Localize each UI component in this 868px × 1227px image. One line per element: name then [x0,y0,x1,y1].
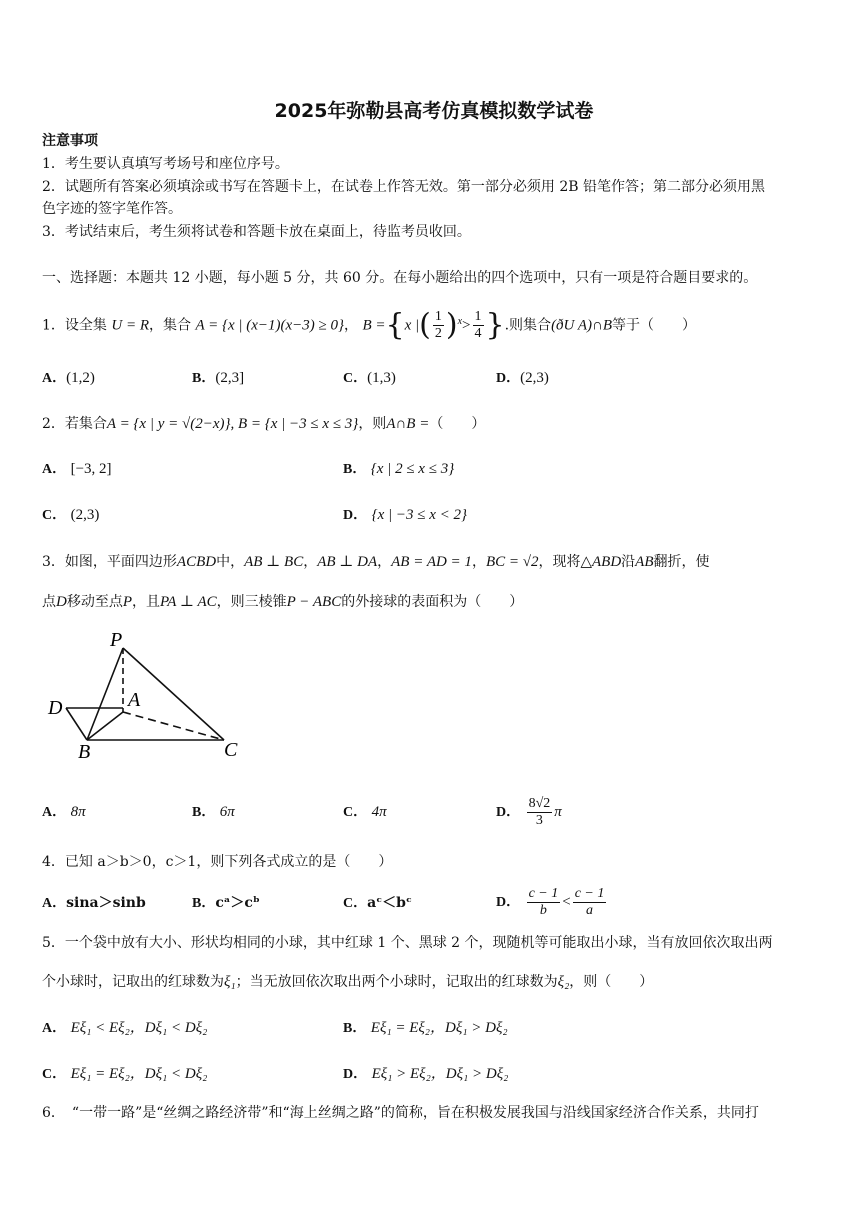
q1-text: .则集合 [504,317,552,334]
option-row [192,369,244,388]
q3-math: AB ⊥ DA [317,554,378,570]
option-row [343,460,454,479]
option-row [343,1065,508,1084]
option-label: D． [496,805,521,820]
q3-text: ，现将 [538,554,581,570]
option-value: Eξ₁ = Eξ₂，Dξ₁ > Dξ₂ [370,1020,508,1036]
q5-math: ξ₁ [224,974,236,990]
option-row [343,803,387,822]
option-value: 8π [70,804,86,820]
question-3-line-2 [42,593,523,611]
option-row [42,460,112,479]
option-value: [−3, 2] [70,461,112,477]
option-label: C． [343,896,368,911]
option-label: B． [343,462,367,477]
option-value: aᶜ＜bᶜ [367,895,412,911]
option-label: D． [496,895,521,910]
q3-math: P − ABC [286,594,342,610]
q5-math: ξ₂ [557,974,570,990]
option-value: Eξ₁ = Eξ₂，Dξ₁ < Dξ₂ [70,1066,208,1082]
q1-universe: U = R [111,317,149,334]
q3-text: ， [471,554,486,570]
page-title: 2025年弥勒县高考仿真模拟数学试卷 [274,100,594,122]
question-2 [42,415,485,433]
notice-heading: 注意事项 [42,133,98,149]
option-value: {x | −3 ≤ x < 2} [371,507,467,523]
option-value: Eξ₁ > Eξ₂，Dξ₁ > Dξ₂ [371,1066,509,1082]
option-label: B． [192,805,216,820]
fraction-quarter [473,309,484,342]
option-label: D． [496,371,521,386]
q1-set-b-label: B = [362,317,386,334]
fraction [573,886,607,919]
denominator: 2 [434,326,442,342]
option-value: (1,3) [367,370,396,386]
option-value: (2,3) [70,507,100,523]
q2-text: 若集合 [64,416,107,432]
q3-math: AB ⊥ BC [244,554,304,570]
q1-text: ，集合 [149,317,191,334]
option-value: Eξ₁ < Eξ₂，Dξ₁ < Dξ₂ [70,1020,208,1036]
q3-math: PA ⊥ AC [160,594,217,610]
option-label: B． [192,371,216,386]
option-value: π [554,804,562,820]
question-5-line-2 [42,973,653,991]
option-row [343,1019,508,1038]
option-row [42,894,146,913]
option-label: D． [343,1067,368,1082]
option-value: 6π [219,804,235,820]
q3-math: AB [635,554,654,570]
q1-text: ， [344,317,359,334]
q3-math: △ABD [580,554,622,570]
numerator: 8√2 [528,795,551,811]
option-value: cᵃ＞cᵇ [215,895,260,911]
option-row [496,880,608,925]
option-row [343,894,412,913]
option-row [192,894,260,913]
q5-text: 个小球时，记取出的红球数为 [42,974,224,990]
notice-item: 1．考生要认真填写考场号和座位序号。 [42,156,289,172]
pyramid-figure [40,626,260,766]
option-value: {x | 2 ≤ x ≤ 3} [370,461,455,477]
option-row [42,1019,207,1038]
option-value: sina＞sinb [66,895,146,911]
option-label: C． [42,508,67,523]
q3-text: 3．如图，平面四边形 [42,554,177,570]
left-paren: ( [419,307,431,343]
numerator: 1 [434,309,442,325]
point-p-label: P [110,629,123,651]
option-row [42,803,86,822]
point-c-label: C [224,739,238,761]
q3-text: ， [377,554,392,570]
option-label: B． [343,1021,367,1036]
denominator: 3 [535,812,543,828]
q3-math: AB = AD = 1 [391,554,472,570]
option-label: C． [343,805,368,820]
q3-text: 点 [42,594,56,610]
exponent: x [457,316,463,327]
option-label: A． [42,805,67,820]
q3-text: 移动至点 [66,594,123,610]
q3-text: ，则三棱锥 [216,594,287,610]
q1-set-b-var: x | [404,317,420,334]
notice-item: 色字迹的签字笔作答。 [42,201,182,217]
option-label: D． [343,508,368,523]
left-brace: { [385,307,405,343]
q3-text: ，且 [132,594,161,610]
question-number: 1． [42,317,65,334]
q5-text: ；当无放回依次取出两个小球时，记取出的红球数为 [235,974,558,990]
numerator: 1 [474,309,482,325]
question-3 [42,553,710,571]
right-brace: } [485,307,505,343]
question-1 [42,300,696,344]
point-d-label: D [48,697,63,719]
q1-text: 设全集 [64,317,107,334]
q2-text: （ ） [429,416,486,432]
option-row [42,506,99,525]
option-row [343,369,396,388]
denominator: 4 [474,326,482,342]
notice-item: 3．考试结束后，考生须将试卷和答题卡放在桌面上，待监考员收回。 [42,224,471,240]
q3-text: 沿 [621,554,636,570]
numerator: c − 1 [574,885,605,901]
option-label: B． [192,896,216,911]
option-label: A． [42,1021,67,1036]
option-row [192,803,235,822]
q3-math: BC = √2 [485,554,539,570]
option-row [496,369,549,388]
q3-math: ACBD [176,554,217,570]
q3-text: 中， [216,554,245,570]
question-6: 6． “一带一路”是“丝绸之路经济带”和“海上丝绸之路”的简称，旨在积极发展我国与沿线国家经济合作关系，共同打 [42,1105,759,1121]
greater-than: > [462,317,471,334]
fraction-half [433,309,444,342]
question-number: 2． [42,416,65,432]
section-heading: 一、选择题：本题共 12 小题，每小题 5 分，共 60 分。在每小题给出的四个选项中，只有一项是符合题目要求的。 [42,270,758,286]
option-row [42,369,95,388]
point-a-label: A [128,689,141,711]
notice-item: 2．试题所有答案必须填涂或书写在答题卡上，在试卷上作答无效。第一部分必须用 2B 铅笔作答；第二部分必须用黑 [42,179,765,195]
q3-text: ， [303,554,318,570]
option-row [343,506,467,525]
question-4: 4．已知 a＞b＞0，c＞1，则下列各式成立的是（ ） [42,854,393,870]
option-row [42,1065,207,1084]
q1-set-a: A = {x | (x−1)(x−3) ≥ 0} [195,317,345,334]
option-label: A． [42,896,67,911]
q5-text: ，则（ ） [569,974,654,990]
less-than: < [562,894,571,910]
option-value: (1,2) [66,370,95,386]
denominator: b [539,902,547,918]
fraction [527,886,561,919]
q3-math: D [56,594,67,610]
option-value: 4π [371,804,387,820]
q1-expression: (ðU A)∩B [551,317,613,334]
q2-text: ，则 [358,416,387,432]
right-paren: ) [445,307,458,343]
option-label: A． [42,371,67,386]
option-label: C． [42,1067,67,1082]
q3-text: 翻折，使 [653,554,710,570]
option-label: A． [42,462,67,477]
option-value: (2,3] [215,370,245,386]
q2-sets: A = {x | y = √(2−x)}, B = {x | −3 ≤ x ≤ 3} [106,416,359,432]
option-label: C． [343,371,368,386]
question-5: 5．一个袋中放有大小、形状均相同的小球，其中红球 1 个、黑球 2 个，现随机等可能取出小球，当有放回依次取出两 [42,935,773,951]
q3-text: 的外接球的表面积为（ ） [341,594,524,610]
q1-text: 等于（ ） [612,317,697,334]
fraction [527,796,553,829]
point-b-label: B [78,741,91,763]
q2-expression: A∩B = [386,416,430,432]
option-value: (2,3) [520,370,549,386]
denominator: a [586,902,594,918]
q3-math: P [122,594,133,610]
edge-db [66,708,87,740]
numerator: c − 1 [528,885,559,901]
option-row [496,790,562,835]
